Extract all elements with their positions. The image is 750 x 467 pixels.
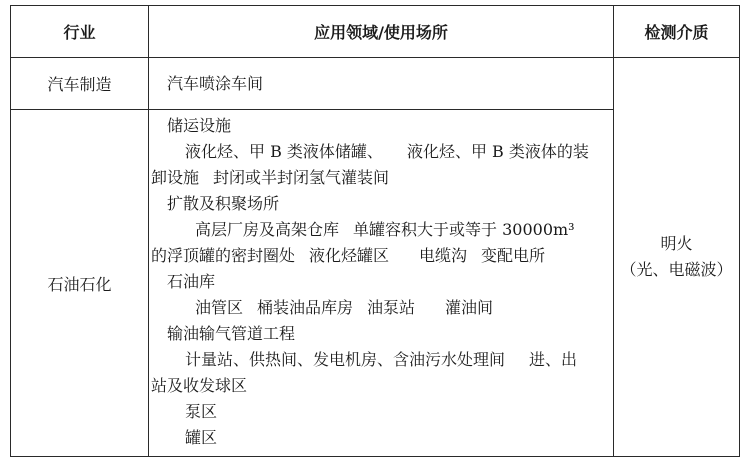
- area-line: 泵区: [185, 402, 218, 421]
- area-line: 计量站、供热间、发电机房、含油污水处理间 进、出: [185, 350, 578, 369]
- area-line: 卸设施 封闭或半封闭氢气灌装间: [151, 168, 390, 187]
- area-heading: 石油库: [167, 272, 216, 291]
- detection-table: [10, 5, 740, 457]
- industry-cell: 石油石化: [11, 110, 149, 457]
- area-heading: 扩散及积聚场所: [167, 194, 280, 213]
- area-line: 罐区: [185, 428, 218, 447]
- medium-name: 明火: [660, 234, 693, 253]
- area-heading: 储运设施: [167, 116, 232, 135]
- medium-detail: （光、电磁波）: [620, 260, 733, 279]
- application-area-text: 汽车喷涂车间: [167, 73, 264, 93]
- area-line: 油管区 桶装油品库房 油泵站 灌油间: [195, 298, 494, 317]
- area-line: 的浮顶罐的密封圈处 液化烃罐区 电缆沟 变配电所: [151, 246, 546, 265]
- header-application-area: 应用领域/使用场所: [149, 6, 614, 58]
- application-area-cell: [149, 58, 614, 110]
- area-line: 液化烃、甲 B 类液体储罐、 液化烃、甲 B 类液体的装: [185, 142, 589, 161]
- area-line: 站及收发球区: [151, 376, 248, 395]
- area-line: 高层厂房及高架仓库 单罐容积大于或等于 30000m³: [195, 220, 575, 239]
- application-area-list: [149, 110, 613, 456]
- header-detection-medium: 检测介质: [614, 6, 740, 58]
- detection-medium-cell: [614, 58, 740, 457]
- header-industry: 行业: [11, 6, 149, 58]
- application-area-cell: [149, 110, 614, 457]
- header-row: [11, 6, 740, 58]
- industry-cell: 汽车制造: [11, 58, 149, 110]
- area-heading: 输油输气管道工程: [167, 324, 296, 343]
- table-row-automotive: [11, 58, 740, 110]
